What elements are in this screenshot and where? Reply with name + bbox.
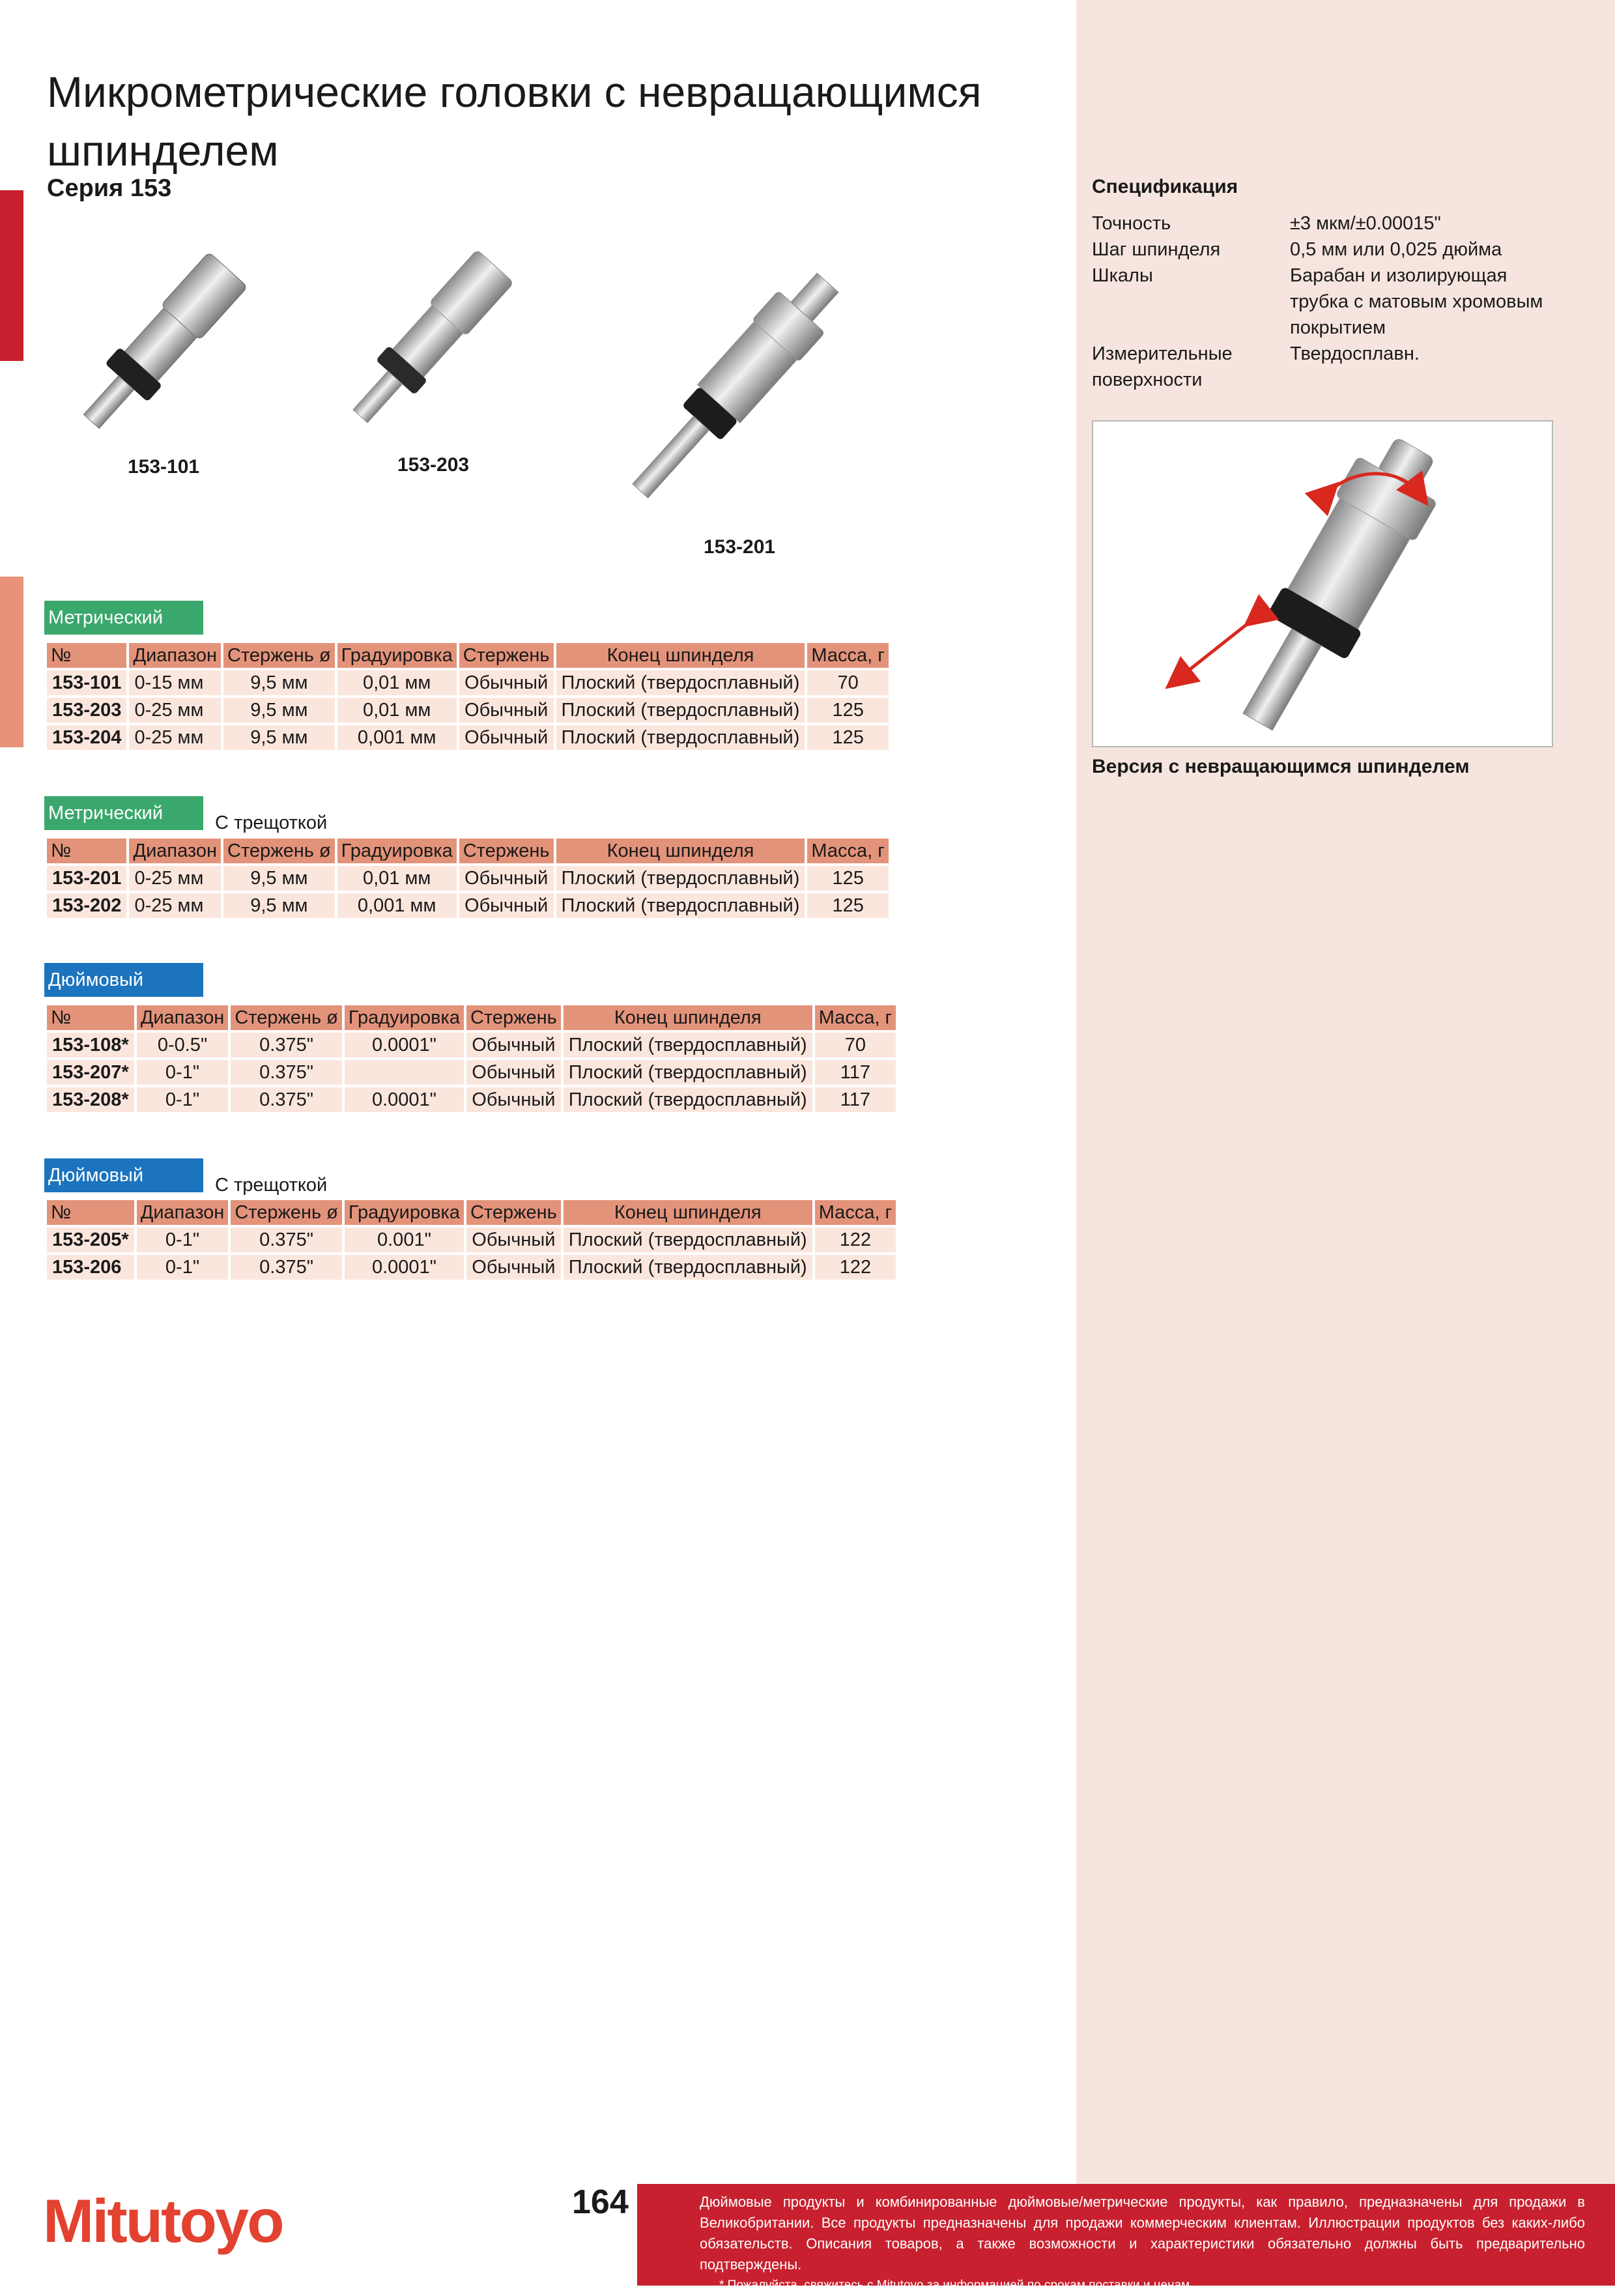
footer-disclaimer	[637, 2184, 1615, 2292]
cell-number: 153-108*	[47, 1033, 134, 1057]
table-row	[47, 670, 889, 695]
header-number: №	[47, 643, 126, 668]
cell-stem: Обычный	[466, 1060, 561, 1085]
product-photo-153-101	[39, 228, 287, 456]
cell-mass: 125	[807, 698, 888, 723]
spec-value-faces: Твердосплавн.	[1290, 343, 1420, 364]
cell-number: 153-207*	[47, 1060, 134, 1085]
cell-stem-dia: 0.375"	[231, 1033, 342, 1057]
cell-graduation: 0.001"	[345, 1227, 464, 1252]
cell-range: 0-25 мм	[129, 698, 221, 723]
header-graduation: Градуировка	[345, 1005, 464, 1030]
cell-spindle-face: Плоский (твердосплавный)	[564, 1033, 812, 1057]
header-stem: Стержень	[466, 1005, 561, 1030]
header-range: Диапазон	[129, 643, 221, 668]
cell-number: 153-205*	[47, 1227, 134, 1252]
cell-mass: 70	[815, 1033, 896, 1057]
table-row	[47, 1255, 896, 1280]
page-number: 164	[572, 2183, 629, 2221]
table-inch-ratchet	[44, 1198, 898, 1282]
figure-box	[1092, 420, 1553, 747]
cell-graduation: 0,001 мм	[337, 893, 457, 918]
header-stem-dia: Стержень ø	[223, 643, 335, 668]
cell-number: 153-206	[47, 1255, 134, 1280]
cell-range: 0-15 мм	[129, 670, 221, 695]
header-graduation: Градуировка	[345, 1200, 464, 1225]
series-label: Серия 153	[47, 175, 172, 202]
cell-graduation: 0,01 мм	[337, 866, 457, 891]
cell-spindle-face: Плоский (твердосплавный)	[556, 866, 805, 891]
spec-key-pitch: Шаг шпинделя	[1092, 239, 1221, 260]
header-mass: Масса, г	[807, 839, 888, 863]
cell-stem: Обычный	[466, 1227, 561, 1252]
cell-spindle-face: Плоский (твердосплавный)	[564, 1227, 812, 1252]
table-inch	[44, 1003, 898, 1115]
table-row	[47, 1033, 896, 1057]
cell-range: 0-1"	[137, 1255, 229, 1280]
figure-caption: Версия с невращающимся шпинделем	[1092, 756, 1470, 777]
section-marker-red	[0, 190, 23, 361]
table-tag-inch-ratchet: Дюймовый	[44, 1158, 203, 1192]
footer-text: Дюймовые продукты и комбинированные дюймовые/метрические продукты, как правило, предназначены для продажи в Великобритании. Все продукты предназначены для продажи коммерческим клиентам. Иллюстрации продуктов без каких-либо обязательств. Описания товаров, а также возможности и характеристики обязательно должны быть предварительно подтверждены.	[700, 2194, 1585, 2273]
header-number: №	[47, 1200, 134, 1225]
cell-graduation: 0.0001"	[345, 1033, 464, 1057]
cell-stem-dia: 0.375"	[231, 1060, 342, 1085]
product-label-153-101: 153-101	[128, 456, 200, 478]
cell-range: 0-1"	[137, 1060, 229, 1085]
cell-stem-dia: 0.375"	[231, 1227, 342, 1252]
header-graduation: Градуировка	[337, 839, 457, 863]
cell-mass: 117	[815, 1060, 896, 1085]
cell-range: 0-1"	[137, 1227, 229, 1252]
table-header-row	[47, 1005, 896, 1030]
header-spindle-face: Конец шпинделя	[564, 1005, 812, 1030]
cell-stem: Обычный	[466, 1087, 561, 1112]
table-metric-ratchet	[44, 836, 891, 921]
cell-stem: Обычный	[459, 670, 554, 695]
cell-number: 153-204	[47, 725, 126, 750]
header-stem-dia: Стержень ø	[231, 1200, 342, 1225]
cell-spindle-face: Плоский (твердосплавный)	[564, 1087, 812, 1112]
cell-stem: Обычный	[459, 893, 554, 918]
footer-note: * Пожалуйста, свяжитесь с Mitutoyo за информацией по срокам поставки и ценам.	[719, 2278, 1193, 2292]
header-range: Диапазон	[129, 839, 221, 863]
brand-logo: Mitutoyo	[43, 2187, 283, 2255]
header-mass: Масса, г	[815, 1005, 896, 1030]
cell-range: 0-0.5"	[137, 1033, 229, 1057]
cell-stem: Обычный	[459, 725, 554, 750]
cell-number: 153-208*	[47, 1087, 134, 1112]
table-header-row	[47, 1200, 896, 1225]
header-stem: Стержень	[466, 1200, 561, 1225]
cell-stem-dia: 9,5 мм	[223, 698, 335, 723]
header-number: №	[47, 839, 126, 863]
spec-value-accuracy: ±3 мкм/±0.00015"	[1290, 213, 1441, 234]
cell-stem-dia: 0.375"	[231, 1087, 342, 1112]
cell-stem-dia: 9,5 мм	[223, 670, 335, 695]
spec-value-scales: Барабан и изолирующая трубка с матовым хромовым покрытием	[1290, 265, 1543, 338]
table-tag-metric-ratchet: Метрический	[44, 796, 203, 830]
spec-key-accuracy: Точность	[1092, 213, 1171, 234]
cell-graduation: 0,01 мм	[337, 670, 457, 695]
header-spindle-face: Конец шпинделя	[556, 839, 805, 863]
figure-micrometer-illustration	[1093, 422, 1552, 746]
cell-stem-dia: 0.375"	[231, 1255, 342, 1280]
cell-stem: Обычный	[466, 1255, 561, 1280]
spec-value-pitch: 0,5 мм или 0,025 дюйма	[1290, 239, 1502, 260]
cell-stem-dia: 9,5 мм	[223, 866, 335, 891]
header-graduation: Градуировка	[337, 643, 457, 668]
header-number: №	[47, 1005, 134, 1030]
spec-key-scales: Шкалы	[1092, 265, 1153, 286]
cell-spindle-face: Плоский (твердосплавный)	[556, 698, 805, 723]
cell-mass: 125	[807, 893, 888, 918]
header-range: Диапазон	[137, 1005, 229, 1030]
cell-range: 0-25 мм	[129, 866, 221, 891]
cell-graduation: 0.0001"	[345, 1255, 464, 1280]
cell-mass: 70	[807, 670, 888, 695]
cell-mass: 122	[815, 1227, 896, 1252]
page-title: Микрометрические головки с невращающимся шпинделем	[47, 68, 982, 175]
cell-spindle-face: Плоский (твердосплавный)	[556, 893, 805, 918]
cell-stem: Обычный	[459, 698, 554, 723]
table-row	[47, 698, 889, 723]
table-metric	[44, 640, 891, 753]
cell-graduation: 0.0001"	[345, 1087, 464, 1112]
spec-heading: Спецификация	[1092, 176, 1238, 197]
cell-mass: 125	[807, 725, 888, 750]
product-label-153-201: 153-201	[704, 536, 776, 558]
cell-range: 0-25 мм	[129, 893, 221, 918]
header-spindle-face: Конец шпинделя	[556, 643, 805, 668]
table-note-ratchet-inch: С трещоткой	[215, 1175, 328, 1196]
table-row	[47, 725, 889, 750]
cell-number: 153-203	[47, 698, 126, 723]
cell-graduation: 0,001 мм	[337, 725, 457, 750]
cell-mass: 122	[815, 1255, 896, 1280]
table-header-row	[47, 839, 889, 863]
header-range: Диапазон	[137, 1200, 229, 1225]
cell-number: 153-101	[47, 670, 126, 695]
table-tag-inch: Дюймовый	[44, 963, 203, 997]
cell-spindle-face: Плоский (твердосплавный)	[564, 1255, 812, 1280]
spec-key-faces: Измерительные поверхности	[1092, 343, 1233, 390]
cell-mass: 125	[807, 866, 888, 891]
cell-stem: Обычный	[466, 1033, 561, 1057]
table-row	[47, 893, 889, 918]
cell-number: 153-202	[47, 893, 126, 918]
product-photo-153-201	[580, 235, 893, 534]
table-tag-metric: Метрический	[44, 601, 203, 635]
table-header-row	[47, 643, 889, 668]
cell-graduation: 0,01 мм	[337, 698, 457, 723]
product-photo-153-203	[306, 228, 554, 450]
cell-range: 0-25 мм	[129, 725, 221, 750]
cell-spindle-face: Плоский (твердосплавный)	[564, 1060, 812, 1085]
table-row	[47, 1087, 896, 1112]
cell-spindle-face: Плоский (твердосплавный)	[556, 725, 805, 750]
table-note-ratchet: С трещоткой	[215, 812, 328, 833]
cell-stem-dia: 9,5 мм	[223, 893, 335, 918]
header-mass: Масса, г	[815, 1200, 896, 1225]
header-stem: Стержень	[459, 643, 554, 668]
header-stem-dia: Стержень ø	[223, 839, 335, 863]
cell-number: 153-201	[47, 866, 126, 891]
cell-graduation	[345, 1060, 464, 1085]
table-row	[47, 1060, 896, 1085]
table-row	[47, 1227, 896, 1252]
header-stem: Стержень	[459, 839, 554, 863]
table-row	[47, 866, 889, 891]
header-mass: Масса, г	[807, 643, 888, 668]
section-marker-salmon	[0, 577, 23, 747]
header-stem-dia: Стержень ø	[231, 1005, 342, 1030]
cell-mass: 117	[815, 1087, 896, 1112]
header-spindle-face: Конец шпинделя	[564, 1200, 812, 1225]
cell-range: 0-1"	[137, 1087, 229, 1112]
product-label-153-203: 153-203	[397, 454, 470, 476]
cell-stem-dia: 9,5 мм	[223, 725, 335, 750]
cell-stem: Обычный	[459, 866, 554, 891]
cell-spindle-face: Плоский (твердосплавный)	[556, 670, 805, 695]
